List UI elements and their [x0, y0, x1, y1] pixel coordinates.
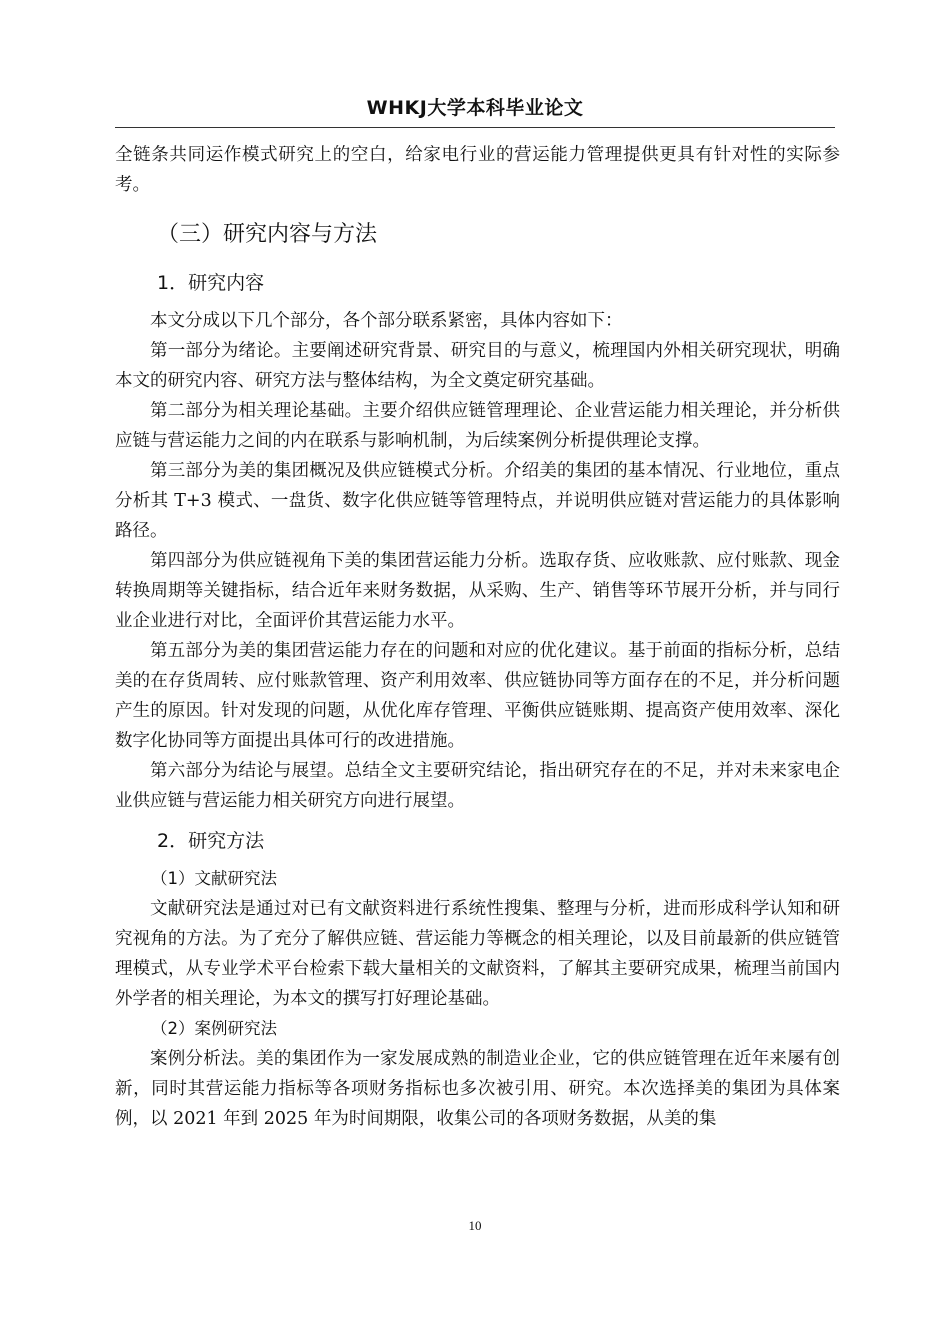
section-title: （三）研究内容与方法 [157, 222, 378, 247]
subsection-title-methods: 2．研究方法 [157, 830, 265, 852]
paragraph: 第四部分为供应链视角下美的集团营运能力分析。选取存货、应收账款、应付账款、现金转换周期等关键指标，结合近年来财务数据，从采购、生产、销售等环节展开分析，并与同行业企业进行对比，全面评价其营运能力水平。 [115, 551, 840, 631]
paragraph: 第三部分为美的集团概况及供应链模式分析。介绍美的集团的基本情况、行业地位，重点分析其 T+3 模式、一盘货、数字化供应链等管理特点，并说明供应链对营运能力的具体影响路径。 [115, 461, 840, 541]
paragraph: 第二部分为相关理论基础。主要介绍供应链管理理论、企业营运能力相关理论，并分析供应链与营运能力之间的内在联系与影响机制，为后续案例分析提供理论支撑。 [115, 401, 840, 451]
paragraph: 第五部分为美的集团营运能力存在的问题和对应的优化建议。基于前面的指标分析，总结美的在存货周转、应付账款管理、资产利用效率、供应链协同等方面存在的不足，并分析问题产生的原因。针对发现的问题，从优化库存管理、平衡供应链账期、提高资产使用效率、深化数字化协同等方面提出具体可行的改进措施。 [115, 641, 840, 751]
paragraph: 第六部分为结论与展望。总结全文主要研究结论，指出研究存在的不足，并对未来家电企业供应链与营运能力相关研究方向进行展望。 [115, 761, 840, 811]
intro-paragraph: 全链条共同运作模式研究上的空白，给家电行业的营运能力管理提供更具有针对性的实际参考。 [115, 145, 840, 195]
paragraph: 本文分成以下几个部分，各个部分联系紧密，具体内容如下： [150, 311, 623, 331]
paragraph: 文献研究法是通过对已有文献资料进行系统性搜集、整理与分析，进而形成科学认知和研究视角的方法。为了充分了解供应链、营运能力等概念的相关理论，以及目前最新的供应链管理模式，从专业学术平台检索下载大量相关的文献资料，了解其主要研究成果，梳理当前国内外学者的相关理论，为本文的撰写打好理论基础。 [115, 899, 840, 1009]
subsection-title-content: 1．研究内容 [157, 272, 265, 294]
page-body [115, 140, 840, 1134]
paragraph: 第一部分为绪论。主要阐述研究背景、研究目的与意义，梳理国内外相关研究现状，明确本文的研究内容、研究方法与整体结构，为全文奠定研究基础。 [115, 341, 840, 391]
method-title-literature: （1）文献研究法 [151, 869, 277, 888]
page-header: WHKJ大学本科毕业论文 [115, 93, 835, 128]
page-number: 10 [468, 1218, 482, 1233]
method-title-case: （2）案例研究法 [151, 1019, 277, 1038]
paragraph: 案例分析法。美的集团作为一家发展成熟的制造业企业，它的供应链管理在近年来屡有创新，同时其营运能力指标等各项财务指标也多次被引用、研究。本次选择美的集团为具体案例，以 2021 年到 2025 年为时间期限，收集公司的各项财务数据，从美的集 [115, 1049, 840, 1129]
